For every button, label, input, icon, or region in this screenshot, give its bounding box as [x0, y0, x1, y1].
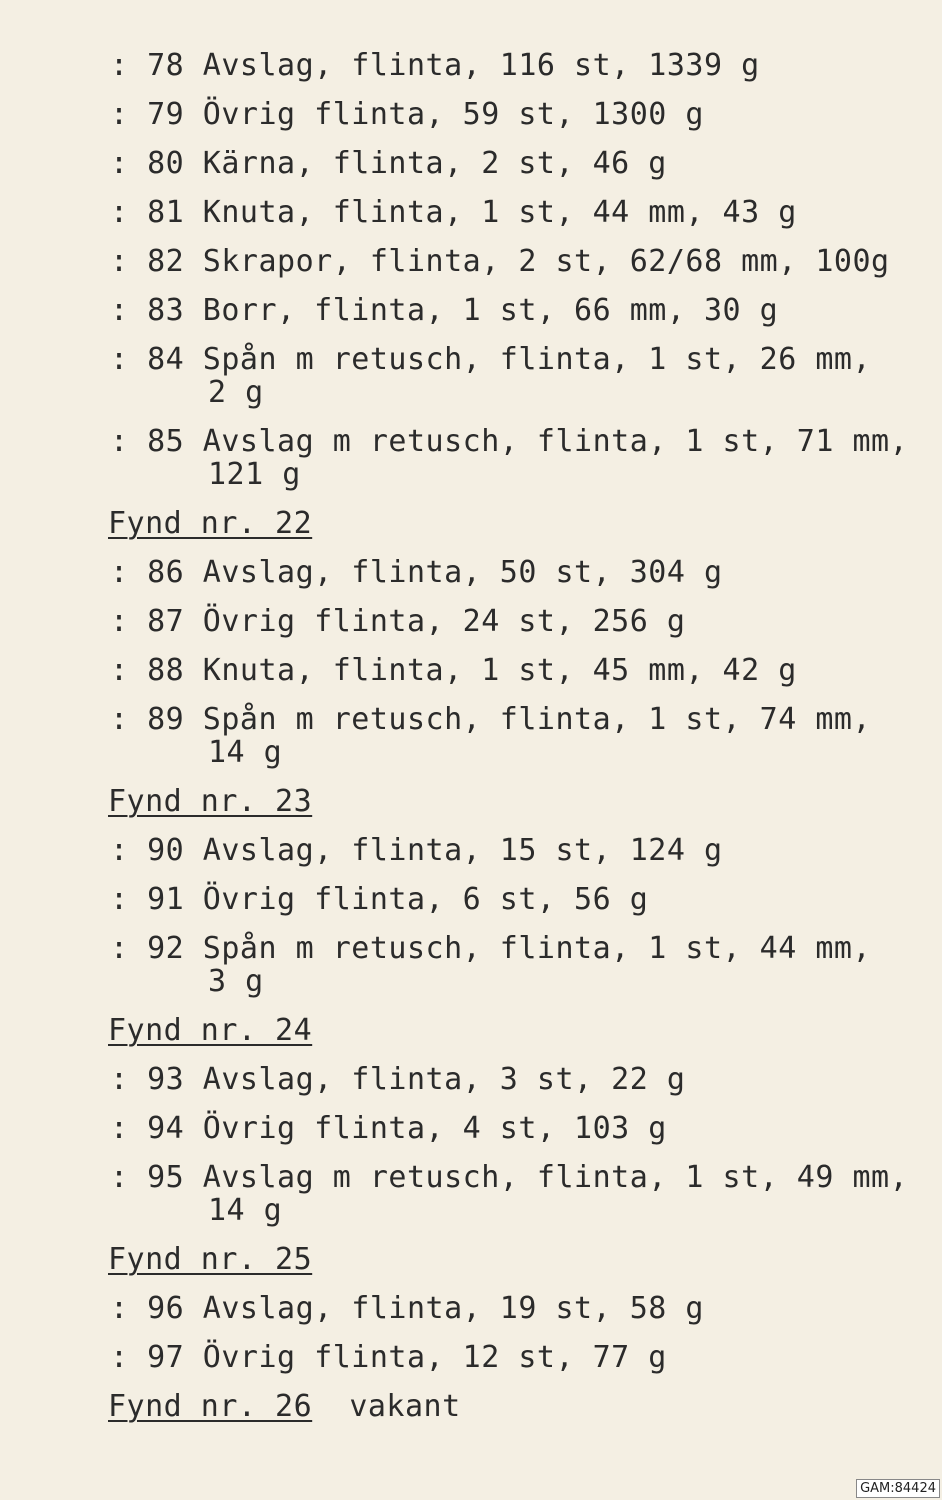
entry-line: : 92 Spån m retusch, flinta, 1 st, 44 mm,: [110, 931, 872, 966]
fynd-heading: [108, 1391, 461, 1423]
entry-line: : 94 Övrig flinta, 4 st, 103 g: [110, 1111, 667, 1146]
fynd-heading-label: Fynd nr. 22: [108, 506, 313, 541]
entry-line: : 88 Knuta, flinta, 1 st, 45 mm, 42 g: [110, 653, 797, 688]
fynd-heading-note: vakant: [349, 1389, 461, 1424]
entry-line: : 79 Övrig flinta, 59 st, 1300 g: [110, 97, 704, 132]
entry-line: : 82 Skrapor, flinta, 2 st, 62/68 mm, 100g: [110, 244, 890, 279]
fynd-heading: [108, 1015, 312, 1047]
entry-line: : 83 Borr, flinta, 1 st, 66 mm, 30 g: [110, 293, 779, 328]
entry-line: : 78 Avslag, flinta, 116 st, 1339 g: [110, 48, 760, 83]
archive-stamp: GAM:84424: [856, 1479, 940, 1498]
entry-continuation: 14 g: [208, 735, 283, 770]
entry-continuation: 2 g: [208, 375, 264, 410]
entry-continuation: 3 g: [208, 964, 264, 999]
entry-line: : 97 Övrig flinta, 12 st, 77 g: [110, 1340, 667, 1375]
fynd-heading: [108, 786, 312, 818]
fynd-heading: [108, 508, 312, 540]
entry-line: : 87 Övrig flinta, 24 st, 256 g: [110, 604, 686, 639]
entry-continuation: 14 g: [208, 1193, 283, 1228]
entry-line: : 93 Avslag, flinta, 3 st, 22 g: [110, 1062, 686, 1097]
fynd-heading: [108, 1244, 312, 1276]
entry-line: : 90 Avslag, flinta, 15 st, 124 g: [110, 833, 723, 868]
entry-line: : 80 Kärna, flinta, 2 st, 46 g: [110, 146, 667, 181]
fynd-heading-label: Fynd nr. 25: [108, 1242, 313, 1277]
entry-line: : 91 Övrig flinta, 6 st, 56 g: [110, 882, 649, 917]
fynd-heading-label: Fynd nr. 26: [108, 1389, 313, 1424]
entry-line: : 85 Avslag m retusch, flinta, 1 st, 71 mm,: [110, 424, 909, 459]
fynd-heading-label: Fynd nr. 24: [108, 1013, 313, 1048]
entry-line: : 89 Spån m retusch, flinta, 1 st, 74 mm,: [110, 702, 872, 737]
entry-line: : 81 Knuta, flinta, 1 st, 44 mm, 43 g: [110, 195, 797, 230]
entry-continuation: 121 g: [208, 457, 301, 492]
entry-line: : 84 Spån m retusch, flinta, 1 st, 26 mm,: [110, 342, 872, 377]
entry-line: : 86 Avslag, flinta, 50 st, 304 g: [110, 555, 723, 590]
entry-line: : 95 Avslag m retusch, flinta, 1 st, 49 mm,: [110, 1160, 909, 1195]
fynd-heading-label: Fynd nr. 23: [108, 784, 313, 819]
entry-line: : 96 Avslag, flinta, 19 st, 58 g: [110, 1291, 704, 1326]
